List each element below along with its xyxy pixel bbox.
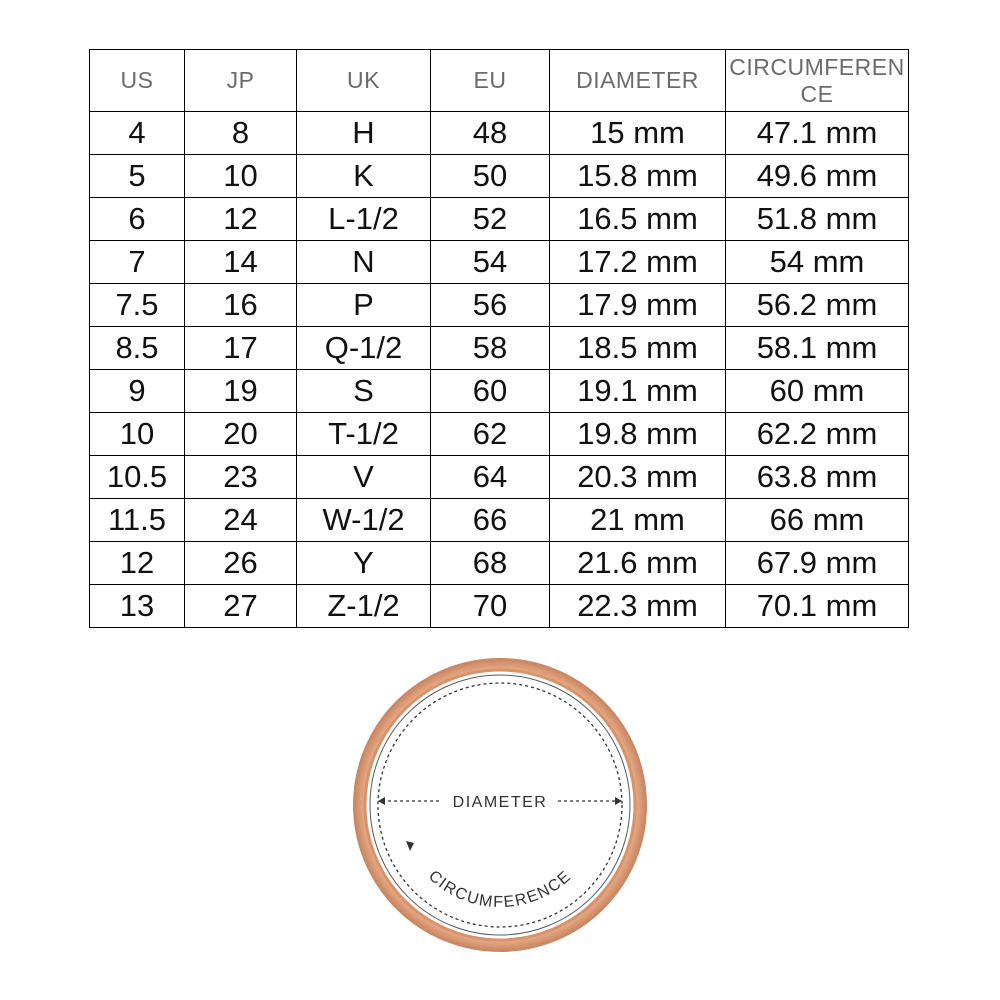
ring-illustration — [350, 655, 650, 955]
cell-circumference: 62.2 mm — [726, 413, 909, 456]
cell-eu: 60 — [431, 370, 550, 413]
cell-jp: 27 — [185, 585, 297, 628]
table-body — [90, 112, 909, 628]
cell-jp: 24 — [185, 499, 297, 542]
cell-us: 4 — [90, 112, 185, 155]
table-row — [90, 198, 909, 241]
table-row — [90, 585, 909, 628]
cell-us: 6 — [90, 198, 185, 241]
cell-circumference: 54 mm — [726, 241, 909, 284]
header-us: US — [90, 50, 185, 112]
cell-uk: Q-1/2 — [297, 327, 431, 370]
cell-jp: 10 — [185, 155, 297, 198]
cell-eu: 56 — [431, 284, 550, 327]
cell-us: 5 — [90, 155, 185, 198]
cell-eu: 64 — [431, 456, 550, 499]
cell-jp: 17 — [185, 327, 297, 370]
cell-diameter: 17.9 mm — [550, 284, 726, 327]
cell-eu: 50 — [431, 155, 550, 198]
cell-us: 8.5 — [90, 327, 185, 370]
cell-uk: T-1/2 — [297, 413, 431, 456]
cell-us: 10 — [90, 413, 185, 456]
table-row — [90, 542, 909, 585]
cell-jp: 26 — [185, 542, 297, 585]
cell-us: 7.5 — [90, 284, 185, 327]
cell-eu: 68 — [431, 542, 550, 585]
table-header-row — [90, 50, 909, 112]
cell-us: 13 — [90, 585, 185, 628]
header-uk: UK — [297, 50, 431, 112]
cell-us: 7 — [90, 241, 185, 284]
cell-circumference: 47.1 mm — [726, 112, 909, 155]
cell-diameter: 19.1 mm — [550, 370, 726, 413]
header-diameter: DIAMETER — [550, 50, 726, 112]
cell-circumference: 66 mm — [726, 499, 909, 542]
cell-circumference: 51.8 mm — [726, 198, 909, 241]
cell-diameter: 21 mm — [550, 499, 726, 542]
circumference-label: CIRCUMFERENCE — [425, 867, 575, 912]
cell-uk: Y — [297, 542, 431, 585]
cell-circumference: 56.2 mm — [726, 284, 909, 327]
cell-diameter: 16.5 mm — [550, 198, 726, 241]
table-row — [90, 327, 909, 370]
cell-jp: 8 — [185, 112, 297, 155]
cell-jp: 12 — [185, 198, 297, 241]
table-row — [90, 456, 909, 499]
cell-uk: W-1/2 — [297, 499, 431, 542]
cell-eu: 70 — [431, 585, 550, 628]
cell-circumference: 58.1 mm — [726, 327, 909, 370]
cell-circumference: 60 mm — [726, 370, 909, 413]
cell-us: 10.5 — [90, 456, 185, 499]
cell-us: 12 — [90, 542, 185, 585]
cell-uk: L-1/2 — [297, 198, 431, 241]
cell-us: 9 — [90, 370, 185, 413]
cell-eu: 54 — [431, 241, 550, 284]
cell-diameter: 17.2 mm — [550, 241, 726, 284]
header-jp: JP — [185, 50, 297, 112]
table-row — [90, 241, 909, 284]
cell-jp: 19 — [185, 370, 297, 413]
header-eu: EU — [431, 50, 550, 112]
table-row — [90, 413, 909, 456]
cell-uk: N — [297, 241, 431, 284]
cell-eu: 66 — [431, 499, 550, 542]
cell-diameter: 21.6 mm — [550, 542, 726, 585]
cell-us: 11.5 — [90, 499, 185, 542]
cell-diameter: 19.8 mm — [550, 413, 726, 456]
cell-diameter: 15 mm — [550, 112, 726, 155]
cell-jp: 23 — [185, 456, 297, 499]
cell-diameter: 18.5 mm — [550, 327, 726, 370]
cell-eu: 58 — [431, 327, 550, 370]
cell-circumference: 63.8 mm — [726, 456, 909, 499]
cell-circumference: 49.6 mm — [726, 155, 909, 198]
cell-uk: V — [297, 456, 431, 499]
table-row — [90, 155, 909, 198]
cell-jp: 16 — [185, 284, 297, 327]
table-row — [90, 370, 909, 413]
cell-diameter: 22.3 mm — [550, 585, 726, 628]
header-circumference-text: CIRCUMFERENCE — [729, 53, 905, 107]
cell-eu: 48 — [431, 112, 550, 155]
table-row — [90, 284, 909, 327]
cell-uk: Z-1/2 — [297, 585, 431, 628]
cell-jp: 14 — [185, 241, 297, 284]
cell-diameter: 20.3 mm — [550, 456, 726, 499]
cell-uk: H — [297, 112, 431, 155]
header-circumference — [726, 50, 909, 112]
cell-eu: 52 — [431, 198, 550, 241]
diameter-label: DIAMETER — [452, 794, 548, 811]
cell-circumference: 67.9 mm — [726, 542, 909, 585]
cell-uk: P — [297, 284, 431, 327]
cell-circumference: 70.1 mm — [726, 585, 909, 628]
table-row — [90, 499, 909, 542]
cell-eu: 62 — [431, 413, 550, 456]
cell-diameter: 15.8 mm — [550, 155, 726, 198]
ring-size-table — [89, 49, 909, 628]
table-row — [90, 112, 909, 155]
cell-uk: K — [297, 155, 431, 198]
cell-uk: S — [297, 370, 431, 413]
cell-jp: 20 — [185, 413, 297, 456]
ring-diagram — [350, 655, 650, 955]
